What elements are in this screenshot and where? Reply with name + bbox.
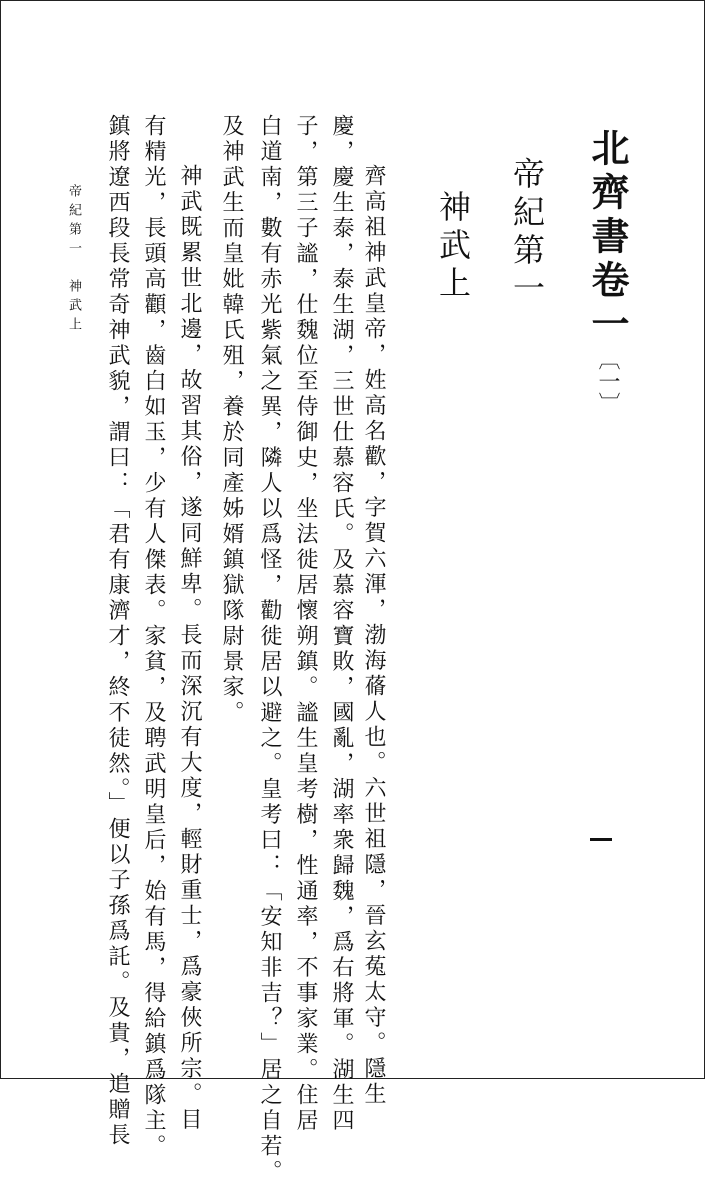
section-title: 帝紀第一 — [508, 157, 546, 309]
book-title — [580, 128, 635, 414]
volume-note: 〔一〕 — [595, 348, 620, 414]
text-line-4: 白道南，數有赤光紫氣之異，隣人以爲怪，勸徙居以避之。皇考曰：「安知非吉？」居之自若。 — [257, 114, 282, 1185]
text-line-7: 有精光，長頭高顴，齒白如玉，少有人傑表。家貧，及聘武明皇后，始有馬，得給鎮爲隊主。 — [141, 114, 166, 1160]
chapter-title: 神武上 — [434, 190, 472, 304]
page-number — [590, 838, 612, 841]
text-line-3: 子，第三子謐，仕魏位至侍御史，坐法徙居懷朔鎮。謐生皇考樹，性通率，不事家業。住居 — [293, 114, 318, 1134]
running-head: 帝紀第一 神武上 — [66, 184, 81, 336]
book-title-text: 北齊書卷一 — [585, 128, 630, 348]
text-line-1: 齊高祖神武皇帝，姓高名歡，字賀六渾，渤海蓨人也。六世祖隱，晉玄菟太守。隱生 — [361, 164, 386, 1108]
text-line-2: 慶，慶生泰，泰生湖，三世仕慕容氏。及慕容寶敗，國亂，湖率衆歸魏，爲右將軍。湖生四 — [329, 114, 354, 1134]
text-line-6: 神武既累世北邊，故習其俗，遂同鮮卑。長而深沉有大度，輕財重士，爲豪俠所宗。目 — [177, 164, 202, 1133]
text-line-5: 及神武生而皇妣韓氏殂，養於同產姊婿鎮獄隊尉景家。 — [219, 114, 244, 726]
text-line-8: 鎮將遼西段長常奇神武貌，謂曰：「君有康濟才，終不徒然。」便以子孫爲託。及貴，追贈長 — [105, 114, 130, 1149]
